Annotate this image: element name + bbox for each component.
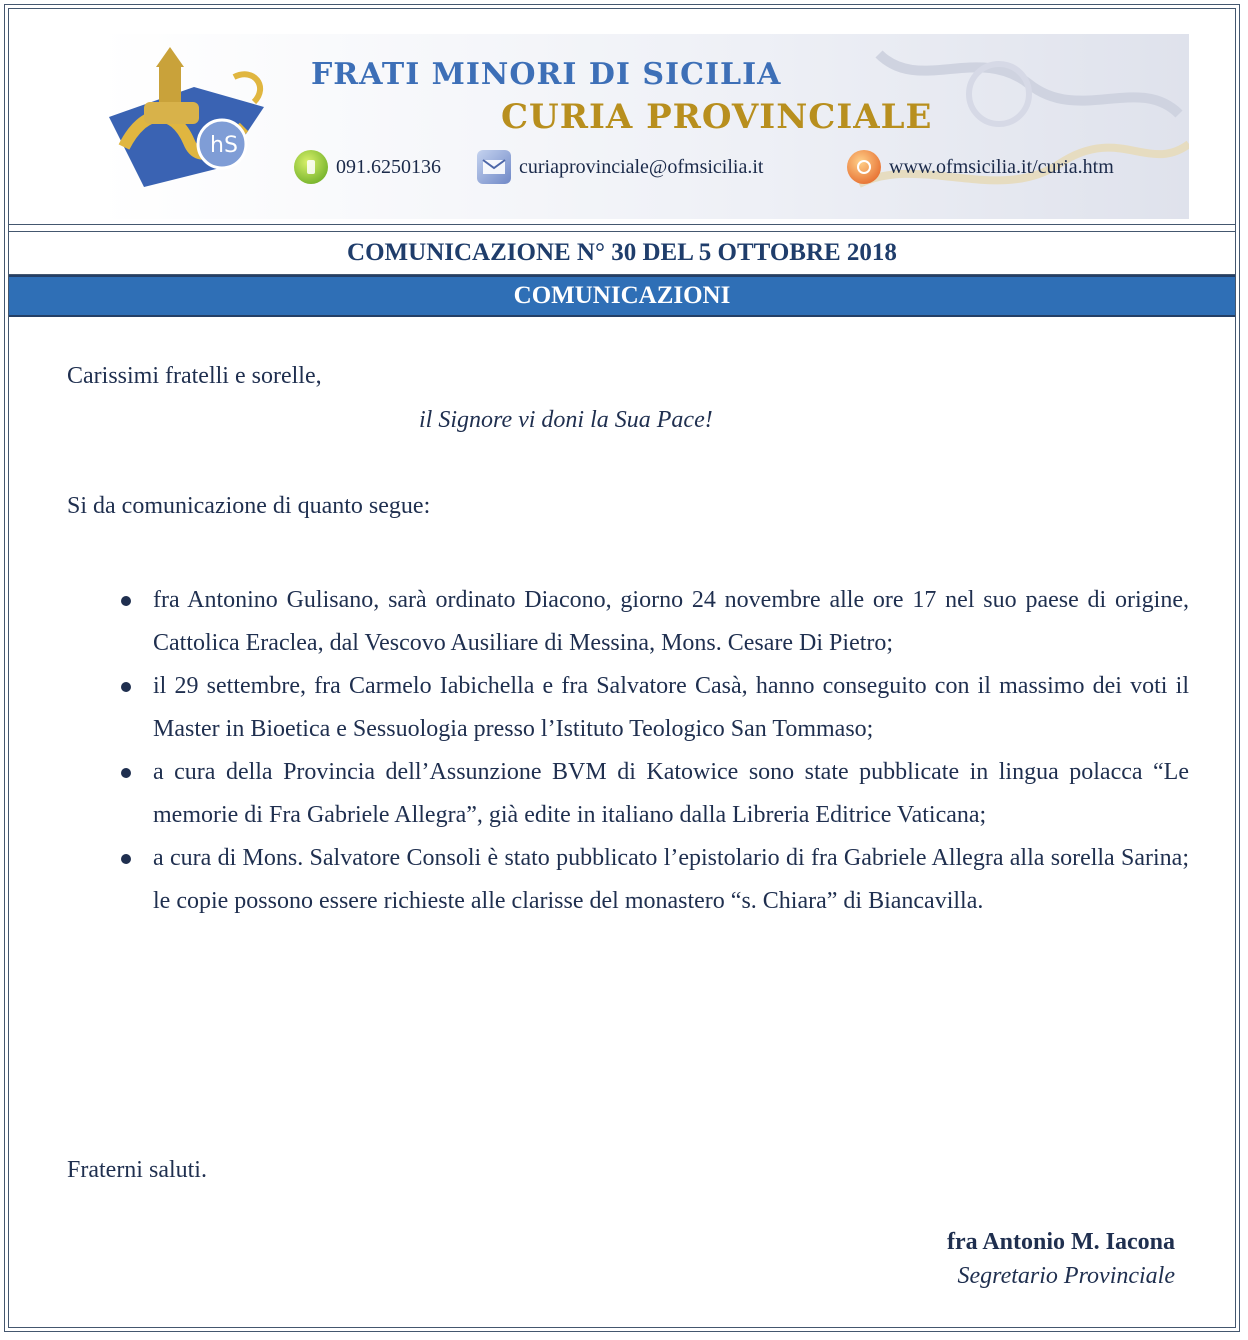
contact-email bbox=[477, 148, 763, 186]
page-frame bbox=[4, 4, 1240, 1332]
signature-name: fra Antonio M. Iacona bbox=[947, 1229, 1175, 1255]
logo-emblem bbox=[104, 47, 284, 197]
org-title: FRATI MINORI DI SICILIA bbox=[311, 57, 782, 92]
signature-block bbox=[947, 1225, 1175, 1293]
greeting: Carissimi fratelli e sorelle, bbox=[67, 363, 322, 389]
header-banner bbox=[9, 9, 1235, 225]
closing: Fraterni saluti. bbox=[67, 1157, 207, 1183]
list-item: a cura della Provincia dell’Assunzione BVM di Katowice sono state pubblicate in lingua polacca “Le memorie di Fra Gabriele Allegra”, già edite in italiano dalla Libreria Editrice Vaticana; bbox=[67, 751, 1189, 837]
org-subtitle: CURIA PROVINCIALE bbox=[501, 97, 933, 137]
list-item: il 29 settembre, fra Carmelo Iabichella e fra Salvatore Casà, hanno conseguito con il massimo dei voti il Master in Bioetica e Sessuologia presso l’Istituto Teologico San Tommaso; bbox=[67, 665, 1189, 751]
section-title: COMUNICAZIONI bbox=[9, 275, 1235, 317]
intro-text: Si da comunicazione di quanto segue: bbox=[67, 493, 431, 519]
logo-monogram: hS bbox=[210, 133, 238, 158]
blessing: il Signore vi doni la Sua Pace! bbox=[419, 407, 713, 433]
page-frame-inner bbox=[8, 8, 1236, 1328]
email-icon bbox=[477, 150, 511, 184]
list-item: fra Antonino Gulisano, sarà ordinato Diacono, giorno 24 novembre alle ore 17 nel suo paese di origine, Cattolica Eraclea, dal Vescovo Ausiliare di Messina, Mons. Cesare Di Pietro; bbox=[67, 579, 1189, 665]
list-item: a cura di Mons. Salvatore Consoli è stato pubblicato l’epistolario di fra Gabriele Allegra alla sorella Sarina; le copie possono essere richieste alle clarisse del monastero “s. Chiara” di Biancavilla. bbox=[67, 837, 1189, 923]
contact-phone bbox=[294, 148, 441, 186]
phone-icon bbox=[294, 150, 328, 184]
announcement-list bbox=[67, 579, 1189, 923]
web-icon bbox=[847, 150, 881, 184]
contact-website bbox=[847, 148, 1114, 186]
signature-role: Segretario Provinciale bbox=[957, 1263, 1175, 1289]
email-address: curiaprovinciale@ofmsicilia.it bbox=[519, 155, 764, 178]
communication-number: COMUNICAZIONE N° 30 DEL 5 OTTOBRE 2018 bbox=[9, 231, 1235, 275]
phone-number: 091.6250136 bbox=[336, 155, 441, 178]
website-url: www.ofmsicilia.it/curia.htm bbox=[889, 155, 1114, 178]
